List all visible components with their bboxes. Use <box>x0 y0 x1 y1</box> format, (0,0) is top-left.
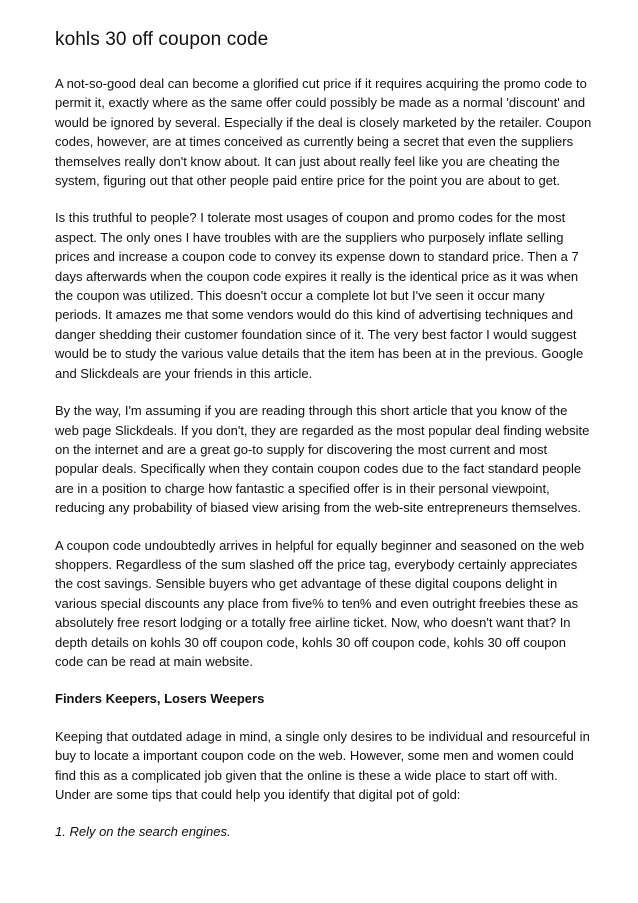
list-item: 1. Rely on the search engines. <box>55 824 231 840</box>
section-heading: Finders Keepers, Losers Weepers <box>55 691 265 707</box>
paragraph-1: A not-so-good deal can become a glorified cut price if it requires acquiring the promo code to permit it, exactly where as the same offer could possibly be made as a normal 'discount' and would be ignored by several. Especially if the deal is closely marketed by the retailer. Coupon codes, however, are at times conceived as currently being a secret that even the suppliers themselves really don't know about. It can just about really feel like you are cheating the system, figuring out that other people paid entire price for the point you are about to get. <box>55 76 592 189</box>
page-title: kohls 30 off coupon code <box>55 29 269 50</box>
paragraph-4: A coupon code undoubtedly arrives in helpful for equally beginner and seasoned on the web shoppers. Regardless of the sum slashed off the price tag, everybody certainly appreciates the cost savings. Sensible buyers who get advantage of these digital coupons delight in various special discounts any place from five% to ten% and even outright freebies these as absolutely free resort lodging or a totally free airline ticket. Now, who doesn't want that? In depth details on kohls 30 off coupon code, kohls 30 off coupon code, kohls 30 off coupon code can be read at main website. <box>55 537 585 669</box>
paragraph-2: Is this truthful to people? I tolerate most usages of coupon and promo codes for the most aspect. The only ones I have troubles with are the suppliers who purposely inflate selling prices and increase a coupon code to convey its expense down to standard price. Then a 7 days afterwards when the coupon code expires it really is the identical price as it was when the coupon was utilized. This doesn't occur a complete lot but I've seen it occur many periods. It amazes me that some vendors would do this kind of advertising techniques and danger shedding their customer foundation since of it. The very best factor I would suggest would be to study the various value details that the item has been at in the previous. Google and Slickdeals are your friends in this article. <box>55 210 584 381</box>
paragraph-5: Keeping that outdated adage in mind, a single only desires to be individual and resourceful in buy to locate a important coupon code on the web. However, some men and women could find this as a complicated job given that the online is these a wide place to start off with. Under are some tips that could help you identify that digital pot of gold: <box>55 728 590 802</box>
document-page <box>55 28 593 842</box>
paragraph-3: By the way, I'm assuming if you are reading through this short article that you know of the web page Slickdeals. If you don't, they are regarded as the most popular deal finding website on the internet and are a great go-to supply for discovering the most current and most popular deals. Specifically when they contain coupon codes due to the fact standard people are in a position to charge how fantastic a specified offer is in their personal viewpoint, reducing any probability of biased view arising from the web-site entrepreneurs themselves. <box>55 403 590 516</box>
